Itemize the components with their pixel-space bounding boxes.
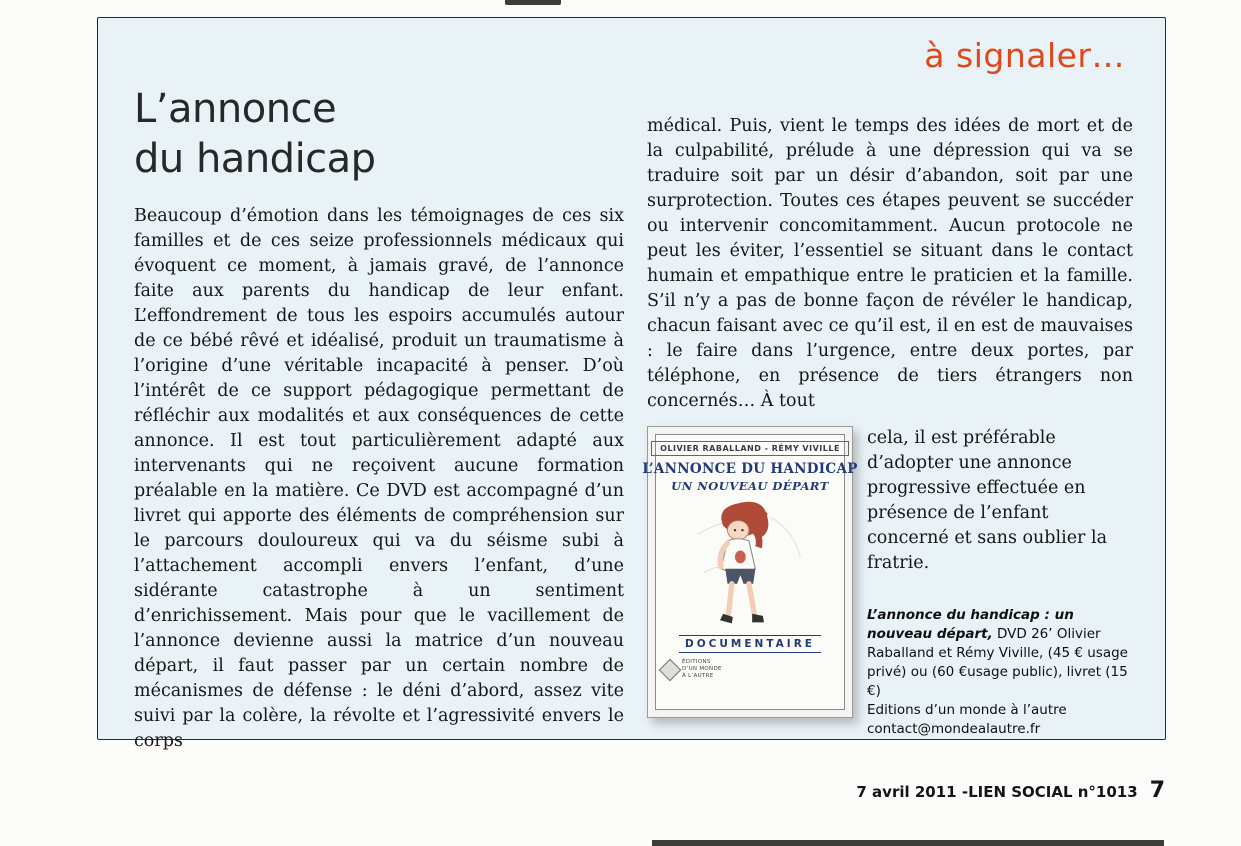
caption-body [867, 606, 1133, 701]
caption-details: DVD 26’ Olivier Raballand et Rémy Viville, (45 € usage privé) ou (60 €usage public), livret (15 €) [867, 626, 1128, 699]
footer-issue: LIEN SOCIAL n°1013 [968, 783, 1138, 801]
dvd-cover [642, 426, 858, 718]
dvd-title: L’ANNONCE DU HANDICAP [642, 461, 858, 477]
scan-edge-artifact-bottom [652, 840, 1164, 846]
article-title-line1: L’annonce [134, 86, 337, 132]
right-column-paragraph: médical. Puis, vient le temps des idées de mort et de la culpabilité, prélude à une dépression qui va se traduire soit par un désir d’abandon, soit par une surprotection. Toutes ces étapes peuvent se succéder ou intervenir concomitamment. Aucun protocole ne peut les éviter, l’essentiel se situant dans le contact humain et empathique entre le praticien et la famille. S’il n’y a pas de bonne façon de révéler le handicap, chacun faisant avec ce qu’il est, il en est de mauvaises : le faire dans l’urgence, entre deux portes, par téléphone, en présence de tiers étrangers non concernés… À tout [647, 116, 1133, 411]
dvd-genre-label: DOCUMENTAIRE [679, 635, 821, 653]
publisher-line3: À L’AUTRE [682, 673, 714, 679]
section-header-a-signaler: à signaler… [924, 36, 1125, 75]
publisher-line2: D’UN MONDE [682, 666, 722, 672]
publisher-logo-text [682, 659, 722, 680]
dvd-publisher-logo [662, 659, 722, 680]
caption-title: L’annonce du handicap : un nouveau départ, [867, 607, 1074, 642]
dvd-caption [867, 606, 1133, 739]
media-row [642, 426, 1133, 739]
publisher-logo-mark-icon [659, 658, 682, 681]
magazine-page-panel [97, 17, 1166, 751]
footer-page-number: 7 [1149, 778, 1165, 803]
scan-edge-artifact-top [505, 0, 561, 5]
wrap-and-caption-stack [867, 426, 1133, 739]
article-left-column: Beaucoup d’émotion dans les témoignages de ces six familles et de ces seize professionnels médicaux qui évoquent ce moment, à jamais gravé, de l’annonce faite aux parents du handicap de leur enfant. L’effondrement de tous les espoirs accumulés autour de ce bébé rêvé et idéalisé, produit un traumatisme à l’origine d’une véritable incapacité à penser. D’où l’intérêt de ce support pédagogique permettant de réfléchir aux modalités et aux conséquences de cette annonce. Il est tout particulièrement adapté aux intervenants qui ne reçoivent aucune formation préalable en la matière. Ce DVD est accompagné d’un livret qui apporte des éléments de compréhension sur le parcours douloureux qui va du séisme subi à l’attachement accompli envers l’enfant, d’une sidérante catastrophe à un sentiment d’enrichissement. Mais pour que le vacillement de l’annonce devienne aussi la matrice d’un nouveau départ, il faut passer par un certain nombre de mécanismes de défense : le déni d’abord, assez vite suivi par la colère, la révolte et l’agressivité envers le corps [134, 206, 624, 751]
dvd-subtitle: UN NOUVEAU DÉPART [671, 479, 829, 493]
article-title-line2: du handicap [134, 136, 376, 182]
dvd-cover-illustration [662, 497, 838, 633]
article-title [134, 84, 376, 184]
manga-girl-illustration [690, 498, 810, 632]
page-footer [856, 778, 1165, 803]
caption-contact: contact@mondealautre.fr [867, 721, 1041, 737]
dvd-credits: OLIVIER RABALLAND - RÉMY VIVILLE [651, 441, 849, 456]
article-right-column [642, 114, 1133, 739]
caption-publisher: Editions d’un monde à l’autre [867, 702, 1067, 718]
publisher-line1: ÉDITIONS [682, 659, 711, 665]
right-column-wrapped-text: cela, il est préférable d’adopter une annonce progressive effectuée en présence de l’enfant concerné et sans oublier la fratrie. [867, 428, 1108, 573]
dvd-cover-inner-frame [642, 434, 858, 710]
footer-date: 7 avril 2011 - [856, 783, 969, 801]
